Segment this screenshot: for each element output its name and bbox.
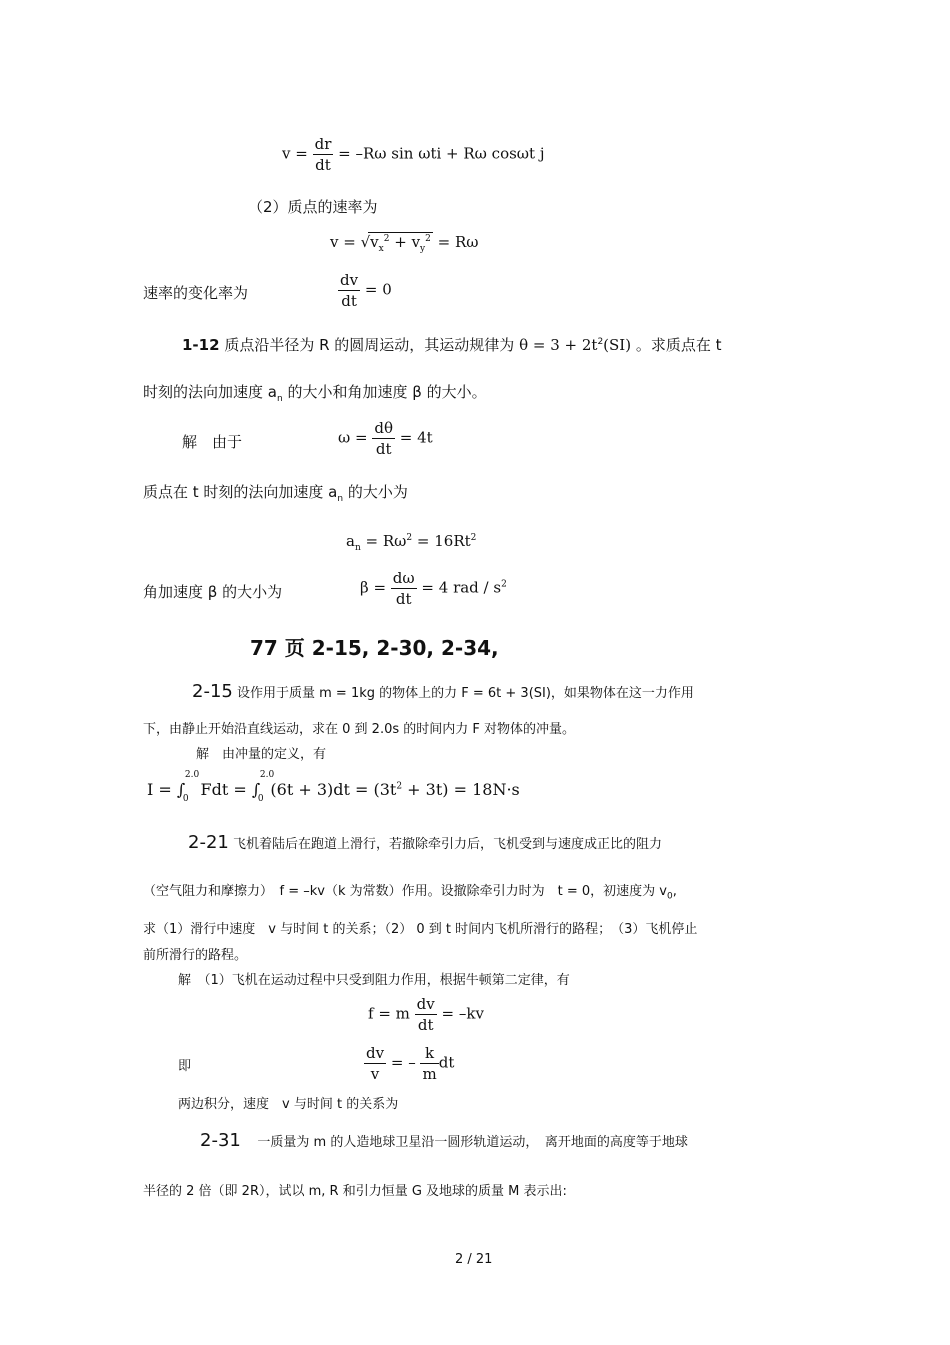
problem-2-21-line3: 求（1）滑行中速度 v 与时间 t 的关系；（2） 0 到 t 时间内飞机所滑行的路程； （3）飞机停止 (143, 922, 698, 937)
velocity-equation: v = $\frac{dr}{dt}$ = –Rω sin ωti + Rω cosωt j (282, 135, 545, 174)
rate-label: 速率的变化率为 (143, 284, 249, 302)
problem-2-21-line5: 两边积分，速度 v 与时间 t 的关系为 (178, 1097, 399, 1112)
problem-2-15: 2-15 设作用于质量 m = 1kg 的物体上的力 F = 6t + 3(SI)，如果物体在这一力作用 (192, 681, 694, 702)
separated-equation: $\frac{dv}{v}$ = – $\frac{k}{m}$ dt (366, 1044, 455, 1083)
newton-equation: f = m $\frac{dv}{dt}$ = –kv (368, 995, 484, 1034)
omega-equation: ω = $\frac{d\theta}{dt}$ = 4t (338, 419, 433, 458)
velocity-fraction: $\frac{dr}{dt}$ (314, 135, 332, 174)
velocity-rhs: = –Rω sin ωti + Rω cosωt j (338, 144, 545, 163)
page-number: 2 / 21 (455, 1252, 493, 1267)
problem-1-12: 1-12 质点沿半径为 R 的圆周运动，其运动规律为 $\theta = 3 + 2t^2(SI)$ 。求质点在 t (182, 336, 722, 354)
speed-equation: $v = √v_x^2 + v_y^2 = R\omega$ (330, 233, 479, 254)
problem-number: 2-15 (192, 681, 233, 702)
an-label: 质点在 t 时刻的法向加速度 $a_n$ 的大小为 (143, 483, 408, 504)
sqrt-icon: √ (360, 233, 371, 251)
problem-2-21-solution: 解 （1）飞机在运动过程中只受到阻力作用，根据牛顿第二定律，有 (178, 973, 570, 988)
problem-2-31-line2: 半径的 2 倍（即 2R），试以 m, R 和引力恒量 G 及地球的质量 M 表示出: (143, 1184, 567, 1199)
ji-label: 即 (178, 1059, 192, 1074)
beta-equation: β = $\frac{d\omega}{dt}$ = 4 rad / $s^2$ (360, 569, 507, 608)
problem-2-21-line2: （空气阻力和摩擦力） f = –kv（k 为常数）作用。设撤除牵引力时为 t = 0，初速度为 $v_0$, (143, 884, 677, 902)
part2-label: （2）质点的速率为 (248, 198, 378, 216)
problem-2-15-line2: 下，由静止开始沿直线运动，求在 0 到 2.0s 的时间内力 F 对物体的冲量。 (143, 722, 575, 737)
solution-label: 解 由于 (182, 433, 243, 451)
problem-2-31: 2-31 一质量为 m 的人造地球卫星沿一圆形轨道运动， 离开地面的高度等于地球 (200, 1130, 688, 1151)
section-heading: 77 页 2-15, 2-30, 2-34, (250, 636, 499, 660)
problem-2-21-line4: 前所滑行的路程。 (143, 948, 248, 963)
rate-equation: $\frac{dv}{dt}$ = 0 (340, 271, 392, 310)
problem-1-12-line2: 时刻的法向加速度 $a_n$ 的大小和角加速度 β 的大小。 (143, 383, 487, 404)
problem-2-21: 2-21 飞机着陆后在跑道上滑行，若撤除牵引力后，飞机受到与速度成正比的阻力 (188, 832, 663, 853)
problem-number: 2-21 (188, 832, 229, 853)
velocity-lhs: v (282, 144, 291, 163)
impulse-equation: I = ∫ 2.0 0 Fdt = ∫ 2.0 0 $(6t + 3)dt = (3t^2 + 3t) = 18N\cdot s$ (147, 770, 520, 804)
beta-label: 角加速度 β 的大小为 (143, 583, 283, 601)
problem-number: 2-31 (200, 1130, 241, 1151)
problem-2-15-solution: 解 由冲量的定义，有 (196, 747, 327, 762)
an-equation: $a_n = R\omega^2 = 16Rt^2$ (346, 532, 477, 553)
problem-number: 1-12 (182, 336, 220, 354)
radicand: $v_x^2 + v_y^2$ (370, 233, 431, 254)
